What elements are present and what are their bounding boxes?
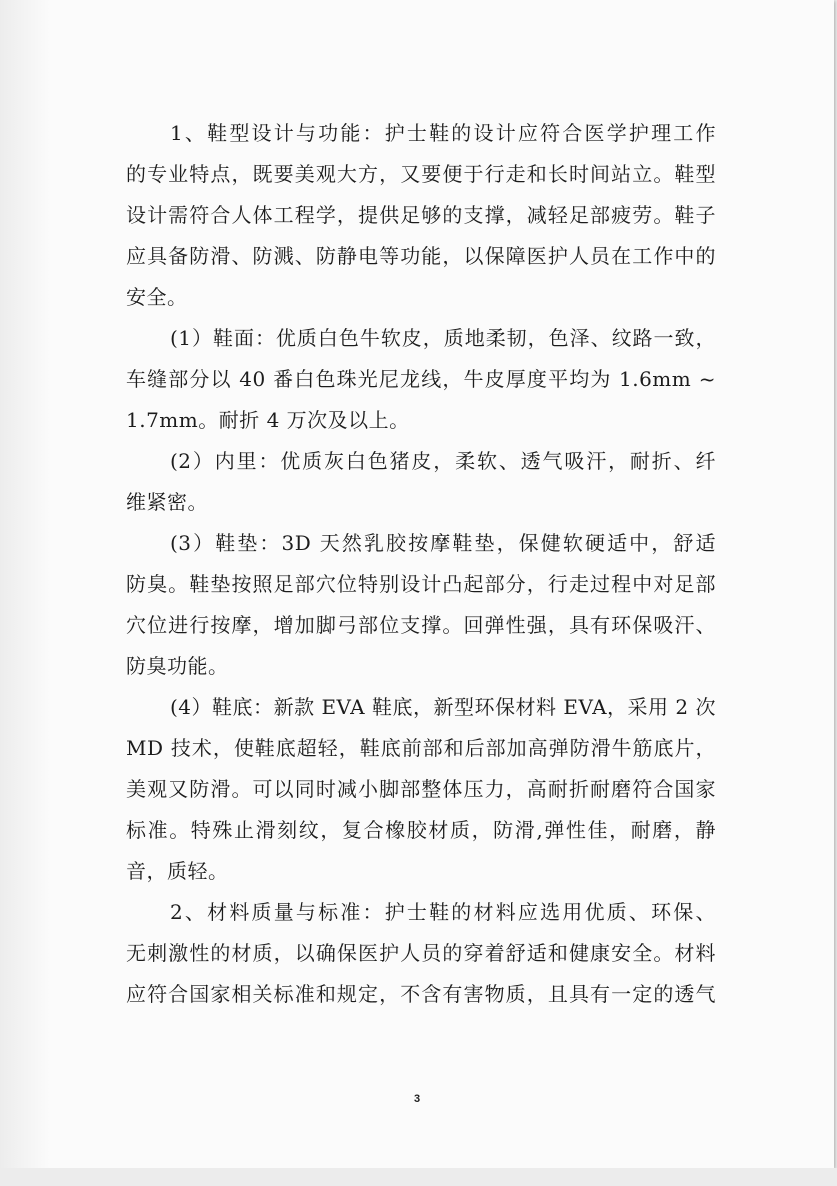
text-line: 防臭。鞋垫按照足部穴位特别设计凸起部分，行走过程中对足部: [126, 572, 716, 596]
page-number: 3: [413, 1093, 421, 1105]
viewer-background: [0, 1168, 837, 1186]
text-line: 无刺激性的材质，以确保医护人员的穿着舒适和健康安全。材料: [126, 941, 716, 965]
text-line: 车缝部分以 40 番白色珠光尼龙线，牛皮厚度平均为 1.6mm ~: [126, 367, 716, 391]
text-line: 设计需符合人体工程学，提供足够的支撑，减轻足部疲劳。鞋子: [126, 203, 716, 227]
text-line: 标准。特殊止滑刻纹，复合橡胶材质，防滑,弹性佳，耐磨，静: [126, 818, 716, 842]
text-line: 1、鞋型设计与功能：护士鞋的设计应符合医学护理工作: [170, 121, 716, 145]
text-line: 1.7mm。耐折 4 万次及以上。: [126, 408, 410, 432]
text-line: 美观又防滑。可以同时减小脚部整体压力，高耐折耐磨符合国家: [126, 777, 716, 801]
text-line: (3）鞋垫：3D 天然乳胶按摩鞋垫，保健软硬适中，舒适: [170, 531, 716, 555]
text-line: (2）内里：优质灰白色猪皮，柔软、透气吸汗，耐折、纤: [170, 449, 716, 473]
document-body: [126, 113, 716, 1015]
text-line: 维紧密。: [126, 490, 208, 514]
text-line: 应具备防滑、防溅、防静电等功能，以保障医护人员在工作中的: [126, 244, 716, 268]
text-line: 音，质轻。: [126, 859, 229, 883]
text-line: 2、材料质量与标准：护士鞋的材料应选用优质、环保、: [170, 900, 716, 924]
text-line: 穴位进行按摩，增加脚弓部位支撑。回弹性强，具有环保吸汗、: [126, 613, 716, 637]
text-line: (1）鞋面：优质白色牛软皮，质地柔韧，色泽、纹路一致，: [170, 326, 716, 350]
text-line: MD 技术，使鞋底超轻，鞋底前部和后部加高弹防滑牛筋底片，: [126, 736, 716, 760]
text-line: 安全。: [126, 285, 188, 309]
text-line: (4）鞋底：新款 EVA 鞋底，新型环保材料 EVA，采用 2 次: [170, 695, 716, 719]
text-line: 应符合国家相关标准和规定，不含有害物质，且具有一定的透气: [126, 982, 716, 1006]
text-line: 的专业特点，既要美观大方，又要便于行走和长时间站立。鞋型: [126, 162, 716, 186]
text-line: 防臭功能。: [126, 654, 229, 678]
